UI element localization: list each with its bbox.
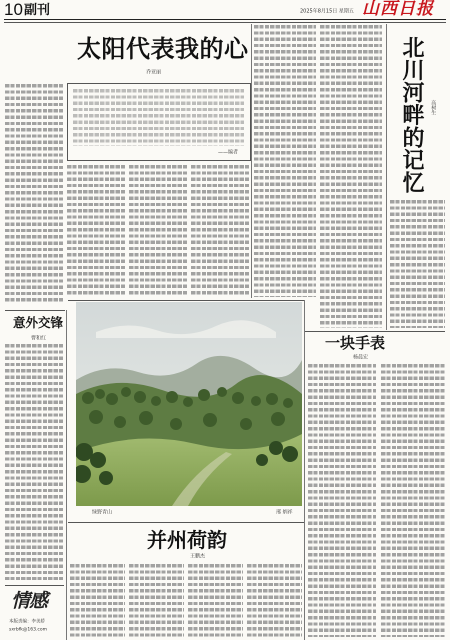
photo-caption: 绿野青山: [92, 509, 112, 515]
section-name: 副刊: [24, 3, 51, 18]
text-column: [188, 564, 243, 637]
intro-text-block: [73, 89, 244, 146]
text-column: [191, 165, 249, 297]
column-rule: [386, 24, 387, 330]
text-column: [247, 564, 302, 637]
article-byline: 乔亚丽: [146, 69, 161, 75]
article-title: 并州荷韵: [147, 528, 227, 552]
text-column: [308, 364, 376, 637]
section-rule: [305, 331, 445, 332]
text-column: [381, 364, 445, 637]
column-rule: [251, 24, 252, 298]
article-byline: 杨晨宏: [353, 354, 368, 360]
article-title: 一块手表: [325, 334, 386, 352]
text-column: [129, 165, 187, 297]
text-column: [320, 25, 382, 328]
header-rule-thin: [4, 22, 446, 23]
article-title: 北川河畔的记忆: [399, 36, 425, 194]
masthead-logo: 山西日报: [362, 0, 434, 19]
text-column: [5, 344, 63, 580]
article-byline: 王鹏杰: [190, 553, 205, 559]
photo-credit: 邢 炳祥: [276, 509, 293, 515]
text-column: [67, 165, 125, 297]
text-column: [390, 200, 445, 328]
text-column: [5, 84, 63, 304]
editor-intro-box: [67, 83, 251, 161]
issue-date: 2025年8月15日 星期五: [300, 8, 354, 14]
editor-credit: 本版责编：李美娇: [9, 619, 46, 624]
article-byline: 曹和红: [31, 335, 46, 341]
landscape-photo: [76, 302, 302, 506]
section-rule: [68, 300, 304, 301]
section-rule: [5, 310, 65, 311]
page-number: 10: [4, 0, 23, 19]
article-title: 太阳代表我的心: [77, 34, 249, 63]
column-rule: [304, 300, 305, 640]
text-column: [254, 25, 316, 297]
article-byline: 高树生: [430, 100, 436, 115]
article-title: 意外交锋: [13, 315, 64, 330]
column-name: 情感: [11, 590, 48, 612]
section-rule: [68, 522, 304, 523]
intro-signature: ——编者: [218, 149, 238, 155]
contact-email: sxrbfk@163.com: [9, 627, 48, 632]
text-column: [129, 564, 184, 637]
column-name-box: [5, 585, 64, 637]
column-rule: [66, 310, 67, 640]
landscape-photo-image: [76, 302, 302, 506]
header-rule: [4, 19, 446, 20]
text-column: [70, 564, 125, 637]
